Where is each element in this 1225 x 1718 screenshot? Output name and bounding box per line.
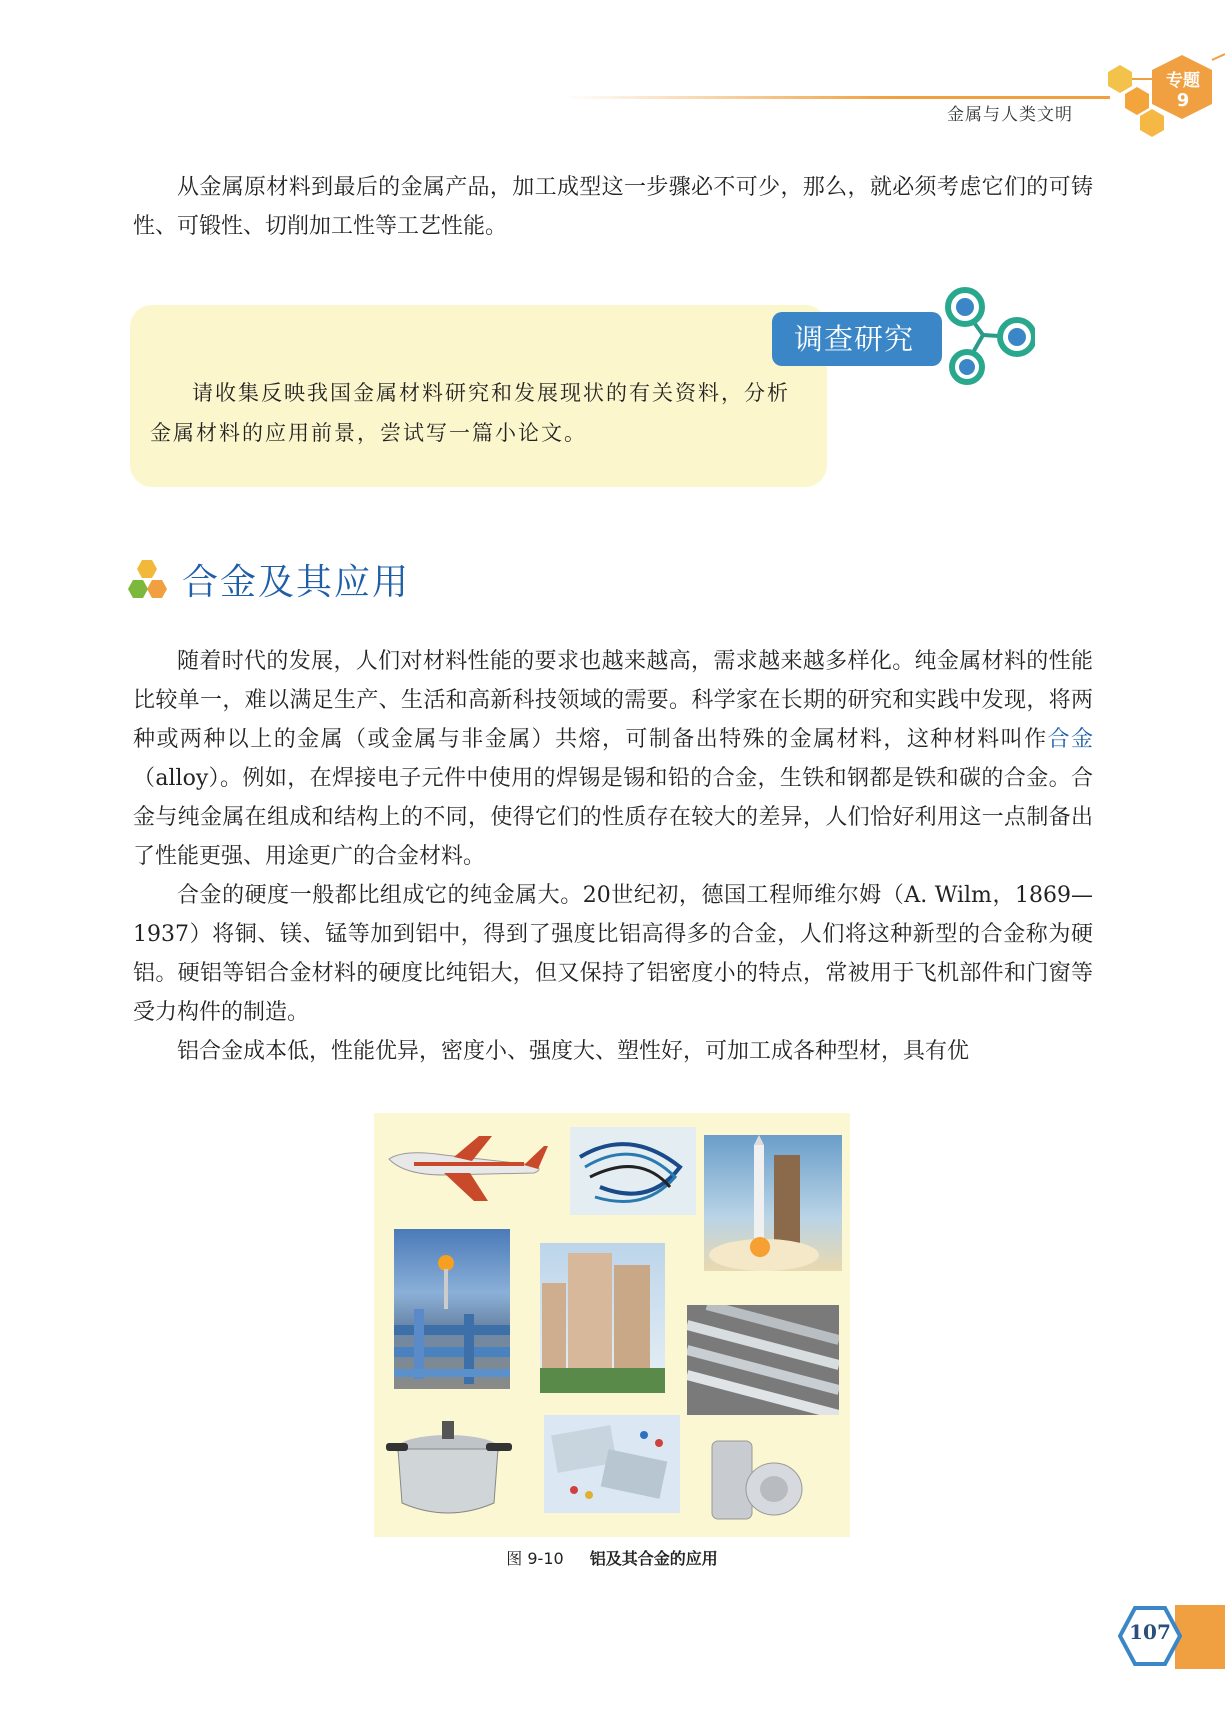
airplane-photo: [384, 1131, 549, 1203]
rocket-launch-photo: [704, 1135, 842, 1271]
cables-photo: [570, 1127, 696, 1215]
figure-caption: [374, 1546, 850, 1569]
term-alloy: 合金: [1047, 727, 1093, 752]
blister-pack-photo: [544, 1415, 680, 1513]
research-box-text: 请收集反映我国金属材料研究和发展现状的有关资料，分析金属材料的应用前景，尝试写一篇小论文。: [150, 381, 790, 445]
research-badge: 调查研究: [772, 312, 942, 366]
paragraph-aluminum-alloy: 铝合金成本低，性能优异，密度小、强度大、塑性好，可加工成各种型材，具有优: [177, 1039, 970, 1064]
header-rule: [565, 96, 1110, 99]
page-tab: [1175, 1605, 1225, 1669]
chapter-badge: [1148, 72, 1218, 110]
chapter-number: 9: [1176, 90, 1190, 111]
research-box: [130, 305, 827, 487]
paragraph-hardness: 合金的硬度一般都比组成它的纯金属大。20世纪初，德国工程师维尔姆（A. Wilm，1869—1937）将铜、镁、锰等加到铝中，得到了强度比铝高得多的合金，人们将这种新型的合金称为硬铝。硬铝等铝合金材料的硬度比纯铝大，但又保持了铝密度小的特点，常被用于飞机部件和门窗等受力构件的制造。: [133, 883, 1093, 1025]
figure-title: 铝及其合金的应用: [589, 1549, 718, 1568]
aluminum-tubes-photo: [687, 1305, 839, 1415]
figure-aluminum-applications: [374, 1113, 850, 1537]
section-hexagons-icon: [128, 558, 178, 604]
paragraph-text: 随着时代的发展，人们对材料性能的要求也越来越高，需求越来越多样化。纯金属材料的性能比较单一，难以满足生产、生活和高新科技领域的需要。科学家在长期的研究和实践中发现，将两种或两种以上的金属（或金属与非金属）共熔，可制备出特殊的金属材料，这种材料叫作: [133, 649, 1093, 752]
running-title: 金属与人类文明: [947, 105, 1073, 125]
pipeline-photo: [394, 1229, 510, 1389]
section-title: 合金及其应用: [182, 562, 411, 603]
molecule-icon: [935, 285, 1035, 385]
building-photo: [540, 1243, 665, 1393]
page-number: 107: [1129, 1620, 1171, 1644]
figure-number: 图 9-10: [506, 1549, 564, 1568]
intro-paragraph: 从金属原材料到最后的金属产品，加工成型这一步骤必不可少，那么，就必须考虑它们的可铸性、可锻性、切削加工性等工艺性能。: [133, 175, 1093, 239]
paragraph-alloy-definition: [133, 642, 1093, 876]
chapter-label: 专题: [1166, 71, 1200, 91]
paragraph-text: （alloy）。例如，在焊接电子元件中使用的焊锡是锡和铅的合金，生铁和钢都是铁和碳的合金。合金与纯金属在组成和结构上的不同，使得它们的性质存在较大的差异，人们恰好利用这一点制备出了性能更强、用途更广的合金材料。: [133, 766, 1093, 869]
pressure-cooker-photo: [386, 1413, 516, 1525]
aluminum-can-photo: [704, 1431, 814, 1531]
